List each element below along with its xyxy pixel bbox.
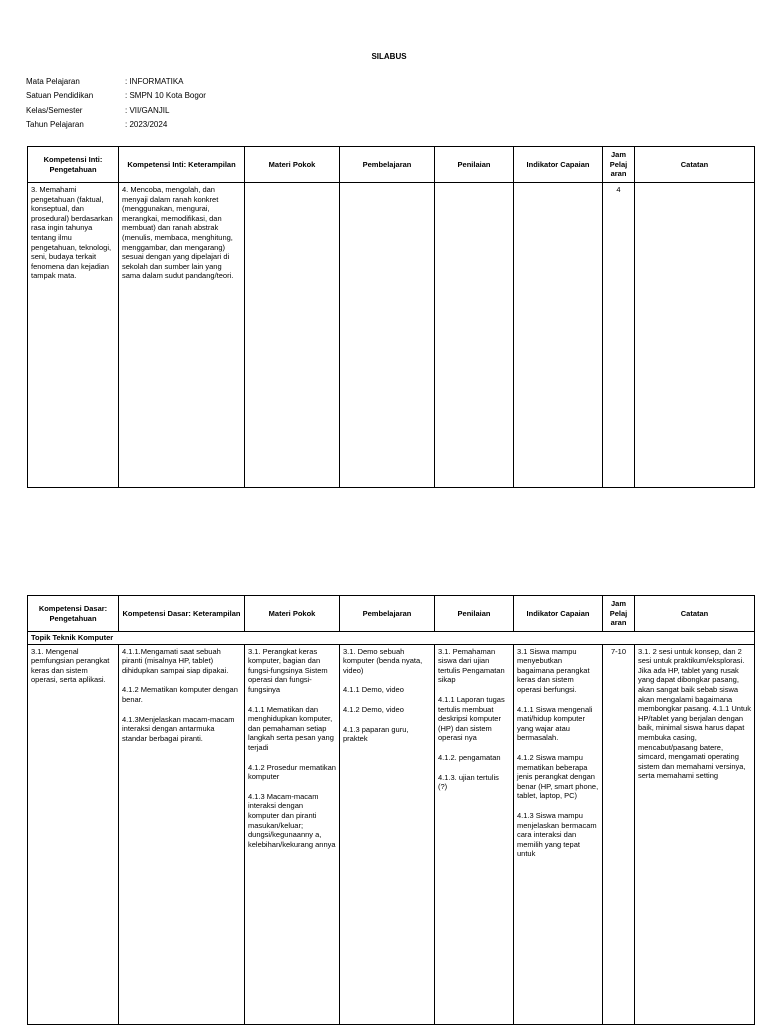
notes-cell — [635, 183, 755, 488]
cell-paragraph: 4.1.2 Siswa mampu mematikan beberapa jenis perangkat dengan benar (HP, smart phone, tablet, laptop, PC) — [517, 752, 599, 801]
header-cell: Indikator Capaian — [514, 147, 603, 183]
header-cell: Catatan — [635, 596, 755, 632]
meta-value: : 2023/2024 — [125, 119, 168, 129]
assessment-cell — [435, 183, 514, 488]
header-cell: Catatan — [635, 147, 755, 183]
meta-label: Satuan Pendidikan — [26, 91, 94, 101]
meta-value: : SMPN 10 Kota Bogor — [125, 91, 206, 101]
cell-paragraph: 4.1.1 Demo, video — [343, 685, 404, 695]
cell-paragraph: 4.1.3. ujian tertulis (?) — [438, 772, 499, 792]
material-cell — [245, 644, 340, 1024]
ki-skill-cell: 4. Mencoba, mengolah, dan menyaji dalam ranah konkret (menggunakan, mengurai, merangkai, memodifikasi, dan membuat) dan ranah abstrak (menulis, membaca, menghitung, menggambar, dan mengarang) sesuai dengan yang dipelajari di sekolah dan sumber lain yang sama dalam sudut pandang/teori. — [119, 183, 245, 488]
cell-paragraph: 4.1.1.Mengamati saat sebuah piranti (misalnya HP, tablet) dihidupkan sampai siap dipakai. — [122, 646, 229, 675]
meta-row-school — [26, 89, 206, 103]
meta-label: Mata Pelajaran — [26, 77, 80, 86]
cell-paragraph: 4.1.2 Demo, video — [343, 704, 404, 714]
meta-row-subject — [26, 75, 206, 89]
cell-paragraph: 4.1.3Menjelaskan macam-macam interaksi dengan antarmuka standar berbagai piranti. — [122, 714, 235, 743]
header-cell: Jam Pelaj aran — [603, 147, 635, 183]
kd-knowledge-cell — [28, 644, 119, 1024]
page-title: SILABUS — [371, 52, 407, 61]
kd-skill-cell — [119, 644, 245, 1024]
cell-paragraph: 3.1. Mengenal pemfungsian perangkat keras dan sistem operasi, serta aplikasi. — [31, 646, 110, 685]
notes-cell: 3.1. 2 sesi untuk konsep, dan 2 sesi untuk praktikum/eksplorasi. Jika ada HP, tablet yang rusak yang dapat dibongkar pasang, akan sangat baik sebab siswa akan mengalami bagaimana membongkar pasang. 4.1.1 Untuk HP/tablet yang berjalan dengan baik, minimal siswa harus dapat membuka casing, mencabut/pasang batere, simcard, mengamati operating sistem dan memahami versinya, serta memahami setting — [635, 644, 755, 1024]
table-header-row — [28, 596, 755, 632]
header-cell: Pembelajaran — [340, 596, 435, 632]
table-row — [28, 183, 755, 488]
meta-label: Kelas/Semester — [26, 105, 83, 115]
topic-title: Topik Teknik Komputer — [28, 632, 755, 645]
assessment-cell — [435, 644, 514, 1024]
header-cell: Kompetensi Inti: Pengetahuan — [28, 147, 119, 183]
meta-value: : INFORMATIKA — [125, 77, 184, 86]
ki-knowledge-cell: 3. Memahami pengetahuan (faktual, konseptual, dan prosedural) berdasarkan rasa ingin tahunya tentang ilmu pengetahuan, teknologi, seni, budaya terkait fenomena dan kejadian tampak mata. — [28, 183, 119, 488]
header-cell: Jam Pelaj aran — [603, 596, 635, 632]
header-cell: Materi Pokok — [245, 596, 340, 632]
header-cell: Penilaian — [435, 147, 514, 183]
meta-value: : VII/GANJIL — [125, 105, 170, 115]
header-cell: Kompetensi Dasar: Keterampilan — [119, 596, 245, 632]
indicator-cell — [514, 183, 603, 488]
header-cell: Kompetensi Inti: Keterampilan — [119, 147, 245, 183]
cell-paragraph: 4.1.1 Siswa mengenali mati/hidup komputer yang wajar atau bermasalah. — [517, 704, 593, 743]
header-cell: Indikator Capaian — [514, 596, 603, 632]
header-cell: Pembelajaran — [340, 147, 435, 183]
cell-paragraph: 4.1.1 Mematikan dan menghidupkan komputer, dan pemahaman setiap langkah serta pesan yang terjadi — [248, 704, 334, 752]
table-row — [28, 644, 755, 1024]
meta-label: Tahun Pelajaran — [26, 119, 84, 129]
header-cell: Materi Pokok — [245, 147, 340, 183]
cell-paragraph: 4.1.3 Siswa mampu menjelaskan bermacam cara interaksi dan memilih yang tepat untuk — [517, 810, 597, 859]
indicator-cell — [514, 644, 603, 1024]
cell-paragraph: 3.1. Pemahaman siswa dari ujian tertulis Pengamatan sikap — [438, 646, 505, 685]
core-competency-table — [27, 146, 755, 488]
header-cell: Kompetensi Dasar: Pengetahuan — [28, 596, 119, 632]
table-header-row — [28, 147, 755, 183]
basic-competency-table — [27, 595, 755, 1025]
cell-paragraph: 4.1.1 Laporan tugas tertulis membuat deskripsi komputer (HP) dan sistem operasi nya — [438, 694, 505, 743]
cell-paragraph: 3.1. Perangkat keras komputer, bagian dan fungsi-fungsinya Sistem operasi dan fungsi-fungsinya — [248, 646, 328, 694]
cell-paragraph: 3.1. Demo sebuah komputer (benda nyata, video) — [343, 646, 423, 675]
cell-paragraph: 3.1 Siswa mampu menyebutkan bagaimana perangkat keras dan sistem operasi berfungsi. — [517, 646, 590, 694]
cell-paragraph: 4.1.2 Mematikan komputer dengan benar. — [122, 685, 238, 704]
topic-row — [28, 632, 755, 645]
hours-cell: 4 — [603, 183, 635, 488]
cell-paragraph: 4.1.3 Macam-macam interaksi dengan komputer dan piranti masukan/keluar; dungsi/kegunaanny a, kelebihan/kekurang annya — [248, 791, 336, 849]
meta-row-class — [26, 104, 206, 118]
learning-cell — [340, 183, 435, 488]
cell-paragraph: 4.1.2 Prosedur mematikan komputer — [248, 762, 336, 782]
meta-row-year — [26, 118, 206, 132]
document-meta — [26, 75, 206, 132]
material-cell — [245, 183, 340, 488]
cell-paragraph: 4.1.2. pengamatan — [438, 752, 501, 762]
cell-paragraph: 4.1.3 paparan guru, praktek — [343, 724, 409, 744]
hours-cell: 7-10 — [603, 644, 635, 1024]
learning-cell — [340, 644, 435, 1024]
header-cell: Penilaian — [435, 596, 514, 632]
